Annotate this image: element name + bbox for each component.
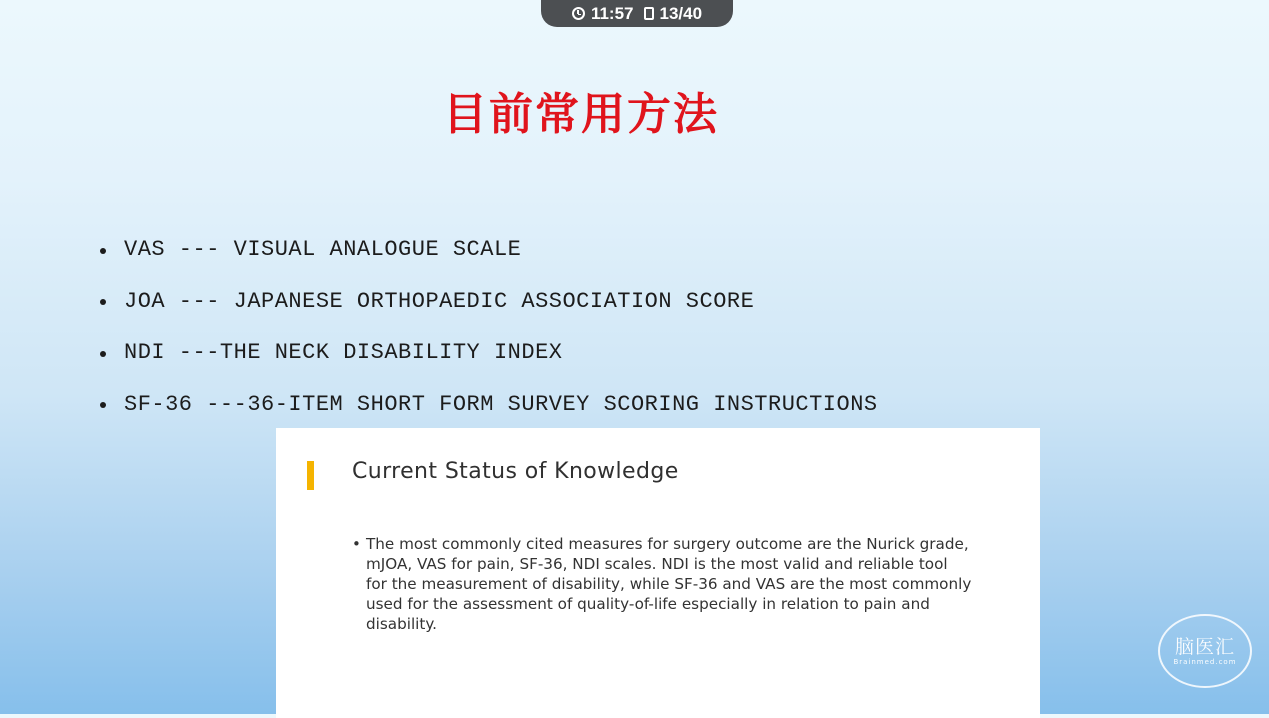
page-indicator: 13/40: [659, 3, 703, 23]
list-item-text: NDI ---THE NECK DISABILITY INDEX: [124, 340, 563, 366]
list-item: [100, 379, 878, 431]
watermark-name: 脑医汇: [1174, 635, 1235, 658]
status-bar: [541, 0, 733, 27]
bullet-dot: [100, 351, 106, 357]
accent-bar: [307, 461, 314, 490]
card-body: [352, 534, 972, 634]
clock-icon: [572, 7, 585, 20]
watermark-logo: [1158, 614, 1252, 688]
inset-card: [276, 428, 1040, 718]
list-item-text: SF-36 ---36-ITEM SHORT FORM SURVEY SCORING INSTRUCTIONS: [124, 391, 878, 417]
bullet-dot: [100, 299, 106, 305]
page-icon: [644, 7, 654, 20]
bullet-list: [100, 224, 878, 430]
list-item: [100, 276, 878, 328]
card-bullet: •: [352, 535, 361, 553]
list-item-text: JOA --- JAPANESE ORTHOPAEDIC ASSOCIATION SCORE: [124, 288, 755, 314]
list-item: [100, 327, 878, 379]
card-paragraph: The most commonly cited measures for surgery outcome are the Nurick grade, mJOA, VAS for pain, SF-36, NDI scales. NDI is the most valid and reliable tool for the measurement of disability, while SF-36 and VAS are the most commonly used for the assessment of quality-of-life especially in relation to pain and disability.: [366, 535, 972, 633]
slide-title: 目前常用方法: [443, 89, 719, 140]
list-item: [100, 224, 878, 276]
bullet-dot: [100, 402, 106, 408]
status-time: 11:57: [590, 3, 634, 23]
list-item-text: VAS --- VISUAL ANALOGUE SCALE: [124, 237, 522, 263]
card-heading: Current Status of Knowledge: [352, 459, 679, 484]
watermark-subtext: Brainmed.com: [1173, 657, 1237, 666]
bullet-dot: [100, 248, 106, 254]
